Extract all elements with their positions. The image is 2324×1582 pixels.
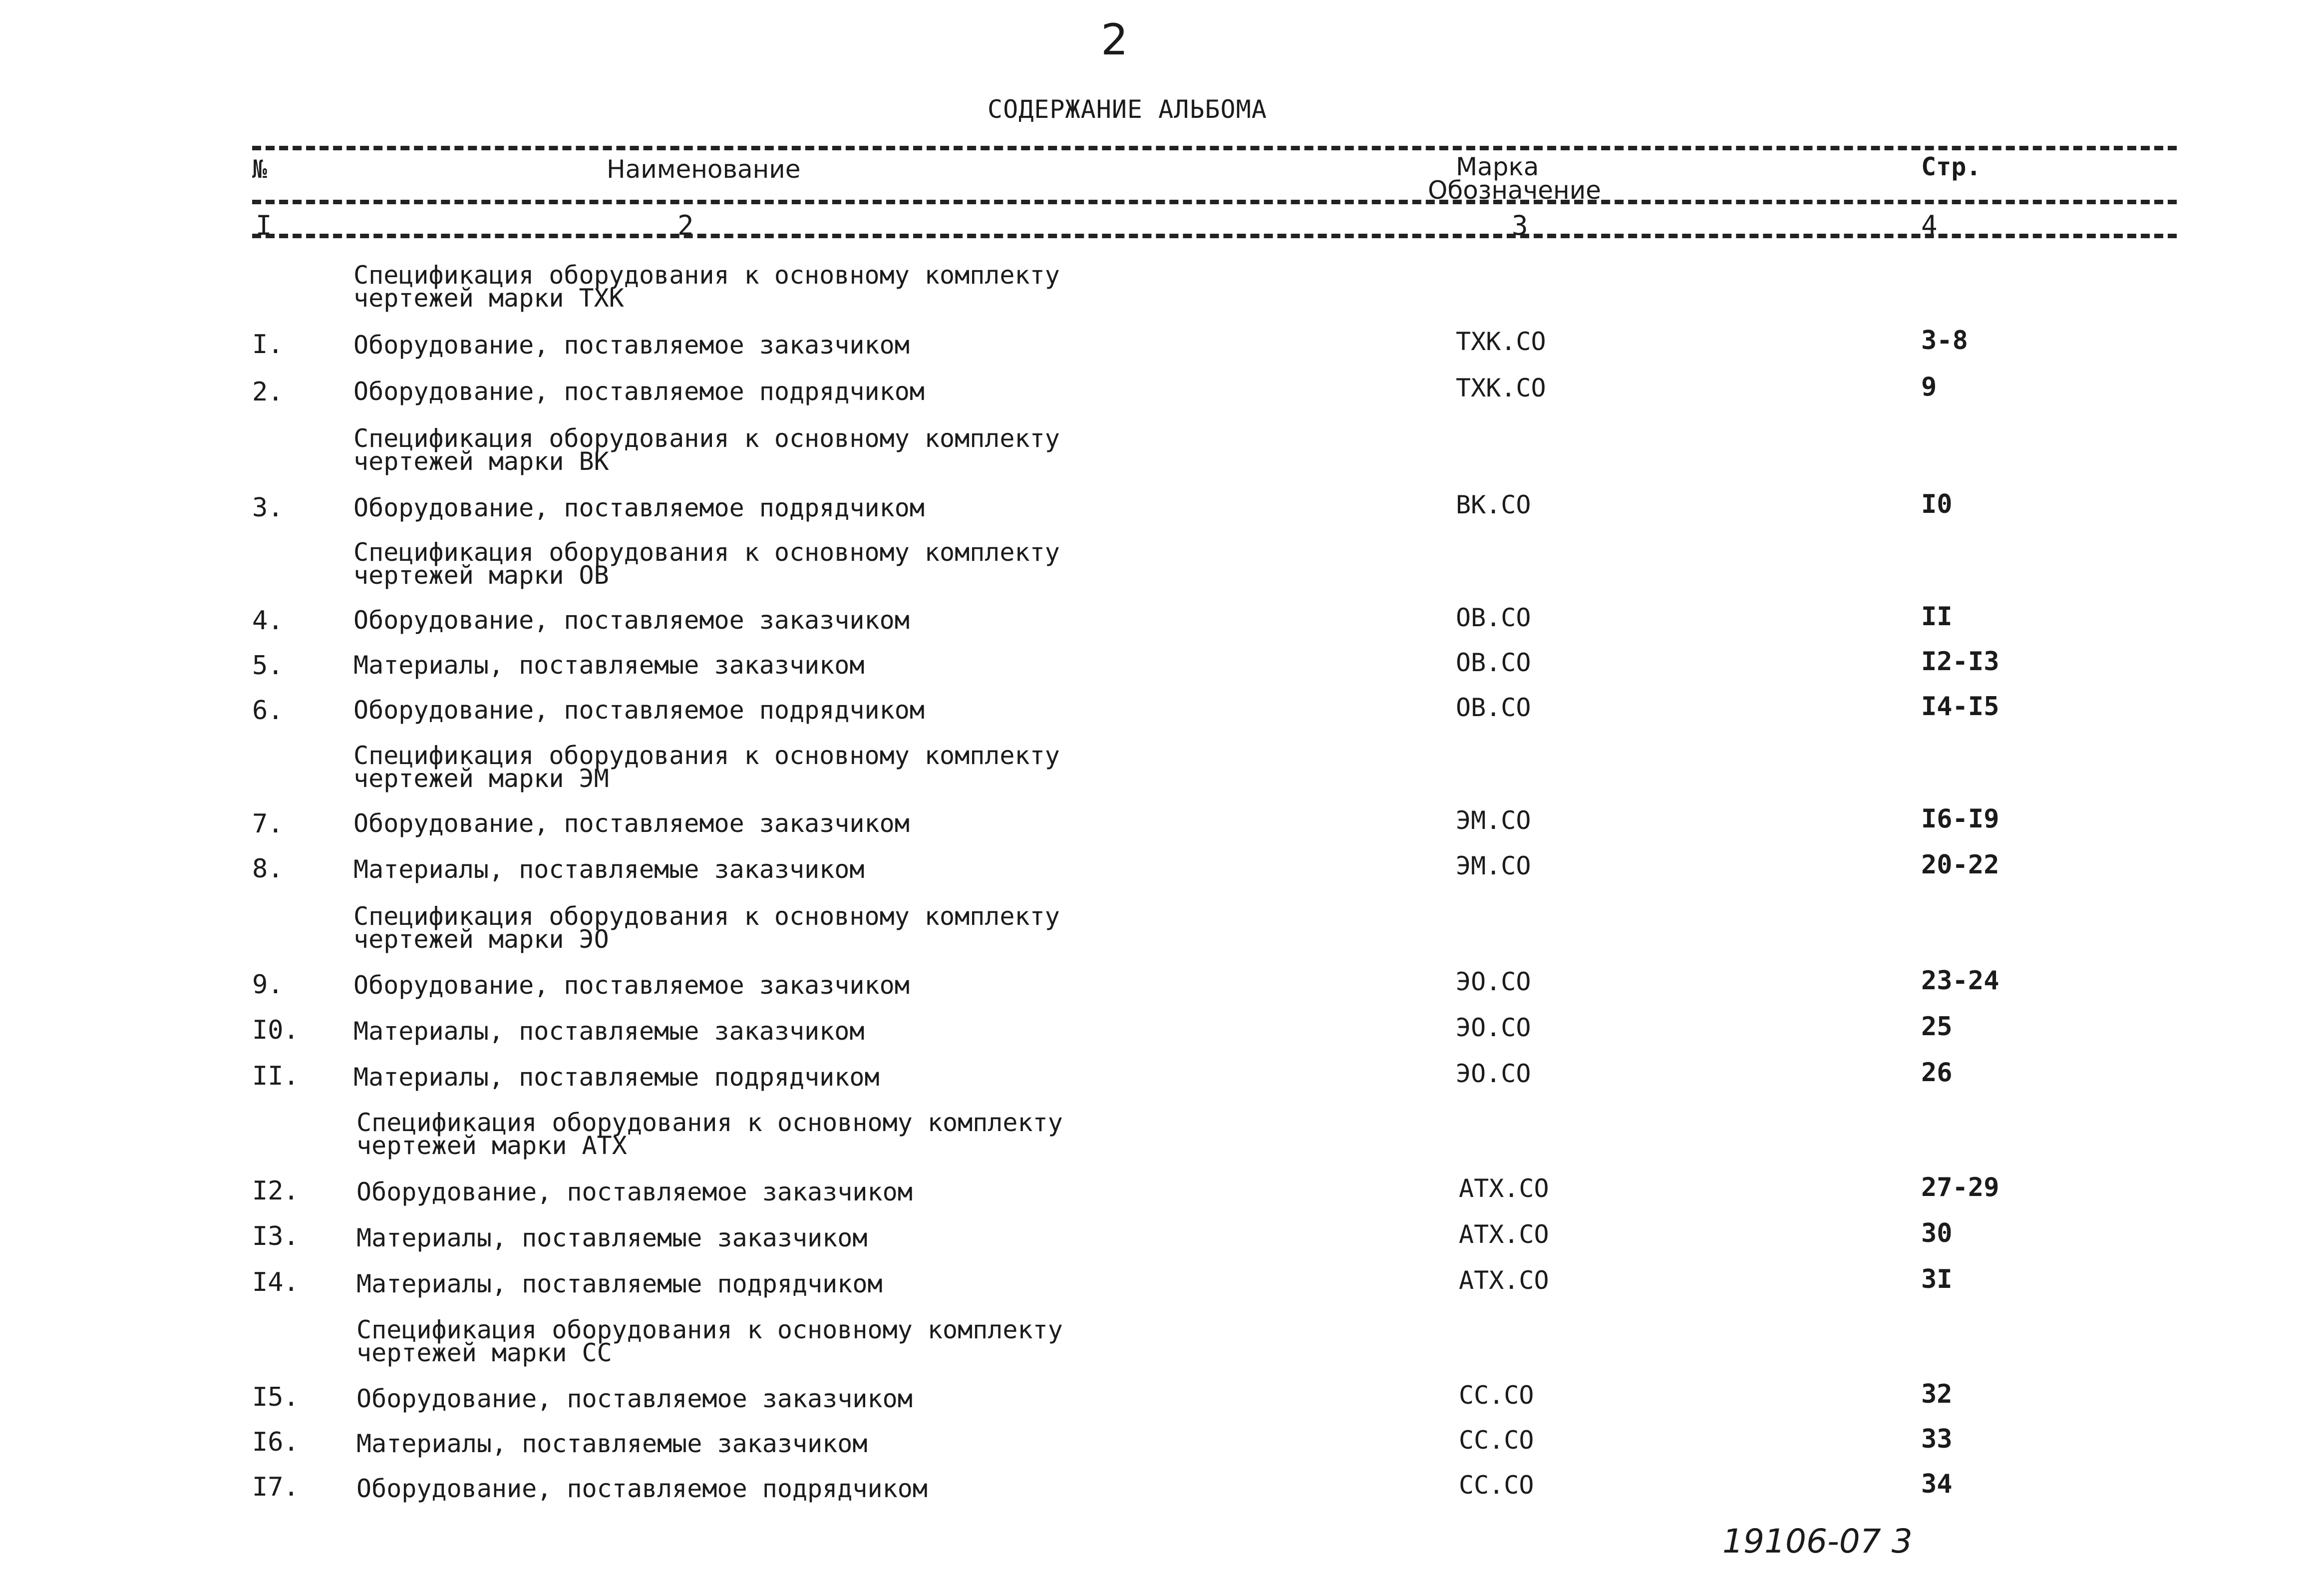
section-title: Спецификация оборудования к основному комплекту чертежей марки ЭО (353, 902, 1060, 954)
document-code: 19106-07 3 (1722, 1522, 1913, 1561)
row-mark: ВК.СО (1456, 490, 1531, 519)
row-mark: АТХ.СО (1459, 1174, 1549, 1203)
row-name: Оборудование, поставляемое заказчиком (353, 606, 910, 635)
row-mark: СС.СО (1459, 1381, 1534, 1410)
row-page: 32 (1921, 1379, 1953, 1409)
row-number: I6. (252, 1427, 299, 1457)
row-number: I7. (252, 1472, 299, 1502)
row-page: 3I (1921, 1264, 1953, 1294)
row-name: Оборудование, поставляемое заказчиком (353, 809, 910, 838)
row-number: 8. (252, 854, 284, 884)
row-name: Оборудование, поставляемое подрядчиком (353, 696, 925, 725)
row-mark: ТХК.СО (1456, 327, 1546, 356)
row-page: 30 (1921, 1218, 1953, 1248)
row-number: 6. (252, 696, 284, 726)
row-number: 3. (252, 493, 284, 523)
row-number: I4. (252, 1267, 299, 1297)
row-number: 4. (252, 606, 284, 636)
row-number: II. (252, 1061, 299, 1091)
row-number: I5. (252, 1382, 299, 1412)
row-name: Материалы, поставляемые заказчиком (356, 1429, 868, 1458)
row-name: Оборудование, поставляемое подрядчиком (353, 493, 925, 522)
header-col-page: Стр. (1921, 152, 1982, 181)
column-number-4: 4 (1921, 210, 1938, 241)
row-mark: ТХК.СО (1456, 374, 1546, 402)
row-page: 20-22 (1921, 850, 1999, 880)
section-title: Спецификация оборудования к основному комплекту чертежей марки СС (356, 1315, 1063, 1367)
row-mark: ЭО.СО (1456, 967, 1531, 996)
row-mark: АТХ.СО (1459, 1220, 1549, 1249)
row-page: 33 (1921, 1424, 1953, 1454)
row-mark: СС.СО (1459, 1471, 1534, 1500)
row-page: II (1921, 602, 1953, 632)
row-mark: ЭО.СО (1456, 1059, 1531, 1088)
header-col-number: № (252, 155, 268, 184)
row-mark: ОВ.СО (1456, 648, 1531, 677)
row-number: 9. (252, 970, 284, 1000)
row-name: Материалы, поставляемые заказчиком (353, 1017, 865, 1046)
page-number: 2 (1101, 15, 1128, 65)
row-name: Материалы, поставляемые подрядчиком (353, 1063, 880, 1092)
row-name: Материалы, поставляемые заказчиком (353, 651, 865, 680)
row-number: 2. (252, 377, 284, 407)
section-title: Спецификация оборудования к основному комплекту чертежей марки АТХ (356, 1108, 1063, 1160)
row-page: I2-I3 (1921, 647, 1999, 677)
header-middle-rule (252, 200, 2177, 204)
row-page: 27-29 (1921, 1173, 1999, 1202)
row-mark: ЭМ.СО (1456, 851, 1531, 880)
section-title: Спецификация оборудования к основному комплекту чертежей марки ТХК (353, 261, 1060, 313)
row-mark: ЭМ.СО (1456, 806, 1531, 835)
column-number-2: 2 (677, 210, 694, 241)
row-name: Материалы, поставляемые подрядчиком (356, 1269, 883, 1298)
row-page: 25 (1921, 1012, 1953, 1042)
row-name: Оборудование, поставляемое подрядчиком (353, 377, 925, 406)
row-name: Оборудование, поставляемое заказчиком (356, 1178, 913, 1206)
section-title: Спецификация оборудования к основному комплекту чертежей марки ОВ (353, 538, 1060, 590)
header-col-mark-line1: Марка (1456, 152, 1539, 181)
row-number: I0. (252, 1015, 299, 1045)
row-name: Оборудование, поставляемое подрядчиком (356, 1474, 928, 1503)
row-number: I. (252, 330, 284, 360)
row-page: 34 (1921, 1469, 1953, 1499)
header-bottom-rule (252, 234, 2177, 238)
row-number: I3. (252, 1221, 299, 1251)
row-page: I4-I5 (1921, 692, 1999, 722)
row-mark: ЭО.СО (1456, 1013, 1531, 1042)
page-title: СОДЕРЖАНИЕ АЛЬБОМА (988, 95, 1267, 124)
row-mark: АТХ.СО (1459, 1266, 1549, 1295)
section-title: Спецификация оборудования к основному комплекту чертежей марки ВК (353, 424, 1060, 476)
row-name: Оборудование, поставляемое заказчиком (353, 971, 910, 1000)
row-mark: СС.СО (1459, 1426, 1534, 1455)
header-col-name: Наименование (607, 155, 801, 184)
header-top-rule (252, 146, 2177, 150)
row-mark: ОВ.СО (1456, 603, 1531, 632)
row-number: I2. (252, 1176, 299, 1206)
row-page: 26 (1921, 1058, 1953, 1088)
row-mark: ОВ.СО (1456, 693, 1531, 722)
header-col-mark-line2: Обозначение (1428, 176, 1601, 205)
column-number-1: I (256, 210, 272, 241)
row-name: Материалы, поставляемые заказчиком (353, 855, 865, 884)
row-number: 5. (252, 651, 284, 681)
section-title: Спецификация оборудования к основному комплекту чертежей марки ЭМ (353, 741, 1060, 793)
row-page: I6-I9 (1921, 804, 1999, 834)
row-page: 23-24 (1921, 966, 1999, 996)
row-name: Оборудование, поставляемое заказчиком (356, 1384, 913, 1413)
row-name: Оборудование, поставляемое заказчиком (353, 331, 910, 360)
row-number: 7. (252, 809, 284, 839)
row-name: Материалы, поставляемые заказчиком (356, 1223, 868, 1252)
row-page: 9 (1921, 372, 1937, 402)
row-page: I0 (1921, 489, 1953, 519)
column-number-3: 3 (1512, 210, 1528, 241)
row-page: 3-8 (1921, 326, 1968, 356)
